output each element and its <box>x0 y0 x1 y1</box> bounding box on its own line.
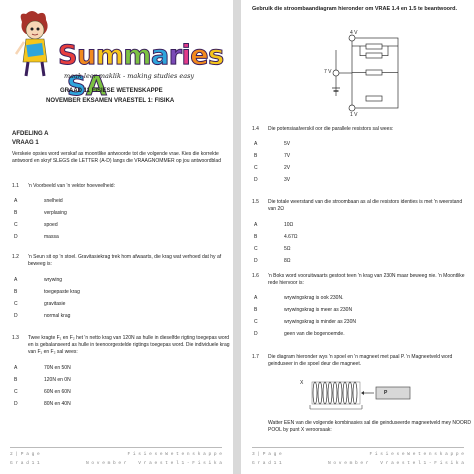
option-text: geen van die bogenoemde. <box>284 331 345 337</box>
document-title: GRAAD 11 FISIESE WETENSKAPPE <box>60 88 163 94</box>
option-text: toegepaste krag <box>44 289 80 295</box>
option-text: 7V <box>284 153 291 159</box>
footer-month: N o v e m b e r <box>86 461 127 466</box>
option-text: 120N en 0N <box>44 377 71 383</box>
option-letter: B <box>254 153 258 159</box>
logo-letter: S <box>58 40 77 71</box>
question-text-line: en is gebalanseerd as hulle in teenoorgestelde rigtings toegepas word. Die individuele krag <box>28 342 230 348</box>
question-text: 'n Voorbeeld van 'n vektor hoeveelheid: <box>28 183 115 189</box>
footer-page-number: 2 | P a g e <box>10 452 40 457</box>
option-letter: C <box>14 389 18 395</box>
option-text: normal krag <box>44 313 71 319</box>
question-text-line: POOL by punt X veroorsaak: <box>268 427 332 433</box>
instructions-line-2: antwoord en skryf SLEGS die LETTER (A-D) langs die VRAAGNOMMER op jou antwoordblad <box>12 158 221 164</box>
option-letter: B <box>14 289 18 295</box>
circuit-diagram <box>330 30 402 112</box>
option-text: 70N en 50N <box>44 365 71 371</box>
option-text: 8Ω <box>284 258 291 264</box>
coil-magnet-diagram <box>300 376 420 410</box>
question-text-line: 'n Seun sit op 'n stoel. Gravitasiekrag trek hom afwaarts, die krag wat verhoed dat hy af <box>28 254 222 260</box>
logo-letter: a <box>150 40 169 71</box>
footer-subject: F i s i e s e W e t e n s k a p p e <box>369 452 464 457</box>
question-text-line: van 2Ω <box>268 206 284 212</box>
question-number: 1.1 <box>12 183 19 189</box>
question-number: 1.7 <box>252 354 259 360</box>
circuit-instruction: Gebruik die stroombaandiagram hieronder om VRAE 1.4 en 1.5 te beantwoord. <box>252 6 458 12</box>
logo-letter: S <box>66 71 86 102</box>
option-text: 80N en 40N <box>44 401 71 407</box>
question-text-line: beweeg is: <box>28 261 52 267</box>
option-letter: D <box>14 313 18 319</box>
footer-grade: G r a d 1 1 <box>252 461 282 466</box>
logo-letter: r <box>168 40 182 71</box>
question-text-line: Die diagram hieronder wys 'n spoel en 'n magneet met paal P. 'n Magneetveld word <box>268 354 453 360</box>
option-letter: A <box>254 141 258 147</box>
footer-paper: V r a e s t e l 1 - F i s i k a <box>380 461 464 466</box>
voltmeter-label-middle: 7 V <box>324 69 332 75</box>
option-letter: C <box>14 222 18 228</box>
option-letter: A <box>14 198 18 204</box>
option-letter: C <box>14 301 18 307</box>
option-text: snelheid <box>44 198 63 204</box>
option-text: massa <box>44 234 59 240</box>
question-text-line: geinduseer in die spoel deur die magneet. <box>268 361 362 367</box>
logo-letter: u <box>76 40 96 71</box>
instructions-line-1: Verskeie opsies word verskaf as moontlike antwoorde tot die volgende vrae. Kies die korrekte <box>12 151 219 157</box>
footer-grade: G r a d 1 1 <box>10 461 40 466</box>
option-letter: D <box>254 331 258 337</box>
option-letter: D <box>14 401 18 407</box>
footer-month: N o v e m b e r <box>328 461 369 466</box>
voltmeter-label-top: 4 V <box>350 30 358 36</box>
option-text: 5Ω <box>284 246 291 252</box>
option-letter: B <box>254 307 258 313</box>
question-heading: VRAAG 1 <box>12 140 39 146</box>
page-footer <box>252 447 464 474</box>
option-letter: C <box>254 319 258 325</box>
logo-letter: s <box>208 40 224 71</box>
option-text: verplasing <box>44 210 67 216</box>
option-text: 10Ω <box>284 222 294 228</box>
page-footer <box>10 447 222 474</box>
option-letter: C <box>254 165 258 171</box>
option-text: wrywingskrag is meer as 230N <box>284 307 353 313</box>
option-text: wrywingskrag is ook 230N. <box>284 295 344 301</box>
option-text: 60N en 60N <box>44 389 71 395</box>
question-number: 1.3 <box>12 335 19 341</box>
footer-subject: F i s i e s e W e t e n s k a p p e <box>127 452 222 457</box>
voltmeter-label-bottom: 1 V <box>350 112 358 118</box>
option-letter: A <box>254 295 258 301</box>
option-letter: D <box>254 177 258 183</box>
logo-tagline: maak leer maklik - making studies easy <box>64 72 195 80</box>
question-number: 1.2 <box>12 254 19 260</box>
logo-letter: A <box>85 71 107 102</box>
option-text: 2V <box>284 165 291 171</box>
option-text: 3V <box>284 177 291 183</box>
question-number: 1.4 <box>252 126 259 132</box>
mascot-illustration <box>10 8 60 80</box>
option-text: 5V <box>284 141 291 147</box>
logo-letter: i <box>181 40 191 71</box>
question-number: 1.5 <box>252 199 259 205</box>
option-letter: B <box>14 377 18 383</box>
pole-p-label: P <box>384 390 388 396</box>
option-text: spoed <box>44 222 58 228</box>
question-text-line: rede hiervoor is: <box>268 280 304 286</box>
logo-letter: m <box>95 40 124 71</box>
question-text: Die potensiaalverskil oor die parallele resistors sal wees: <box>268 126 394 132</box>
logo-letter: e <box>190 40 209 71</box>
option-text: wrywing <box>44 277 63 283</box>
option-letter: A <box>14 365 18 371</box>
page-right <box>242 0 474 474</box>
question-text-line: Twee kragte F₁ en F₂ het 'n netto krag van 120N as hulle in dieselfde rigting toegepas word <box>28 335 230 341</box>
footer-page-number: 3 | P a g e <box>252 452 282 457</box>
option-letter: B <box>14 210 18 216</box>
option-text: gravitasie <box>44 301 66 307</box>
logo-letter: m <box>123 40 151 71</box>
option-letter: A <box>254 222 258 228</box>
option-letter: D <box>254 258 258 264</box>
page-gutter <box>233 0 241 474</box>
footer-paper: V r a e s t e l 1 - F i s i k a <box>138 461 222 466</box>
question-text-line: Die totale weerstand van die stroombaan as al die resistors identies is met 'n weerstand <box>268 199 463 205</box>
option-letter: B <box>254 234 258 240</box>
question-text-line: 'n Boks word vooruitwaarts gestoot teen 'n krag van 230N maar beweeg nie. 'n Moontlike <box>268 273 465 279</box>
question-text-line: Watter EEN van die volgende kombinasies sal die geinduseerde magneetveld mey NOORD <box>268 420 471 426</box>
question-number: 1.6 <box>252 273 259 279</box>
option-letter: D <box>14 234 18 240</box>
option-letter: C <box>254 246 258 252</box>
option-text: wrywingskrag is minder as 230N <box>284 319 356 325</box>
question-text-line: van F₁ en F₂ sal wees: <box>28 349 78 355</box>
option-text: 4.67Ω <box>284 234 298 240</box>
section-heading: AFDELING A <box>12 131 49 137</box>
document-subtitle: NOVEMBER EKSAMEN VRAESTEL 1: FISIKA <box>46 98 175 104</box>
option-letter: A <box>14 277 18 283</box>
point-x-label: X <box>300 380 304 386</box>
page-left <box>0 0 232 474</box>
